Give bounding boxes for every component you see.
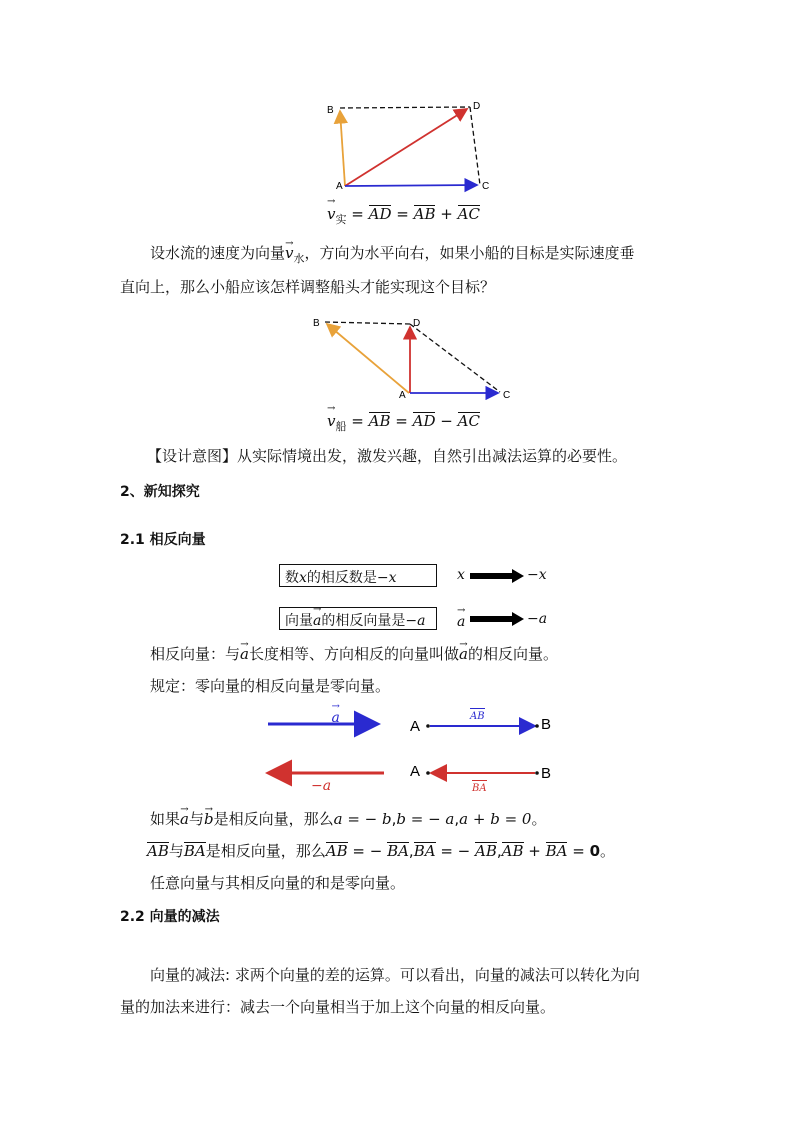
subtraction-definition-line2: 量的加法来进行：减去一个向量相当于加上这个向量的相反向量。 xyxy=(120,998,556,1016)
subtraction-definition-line1: 向量的减法: 求两个向量的差的运算。可以看出，向量的减法可以转化为向 xyxy=(150,966,640,984)
parallelogram-diagram-1 xyxy=(320,95,500,200)
box2-left-label: → a xyxy=(457,614,465,630)
label-B-bottom: B xyxy=(541,765,552,782)
vector-AD xyxy=(345,109,467,186)
section-heading-2: 2、新知探究 xyxy=(120,484,200,500)
point-label-B: B xyxy=(327,105,334,116)
dashed-segment-DC xyxy=(470,107,480,185)
formula-v-real: → $v_实$ = AD = AB + AC xyxy=(327,205,480,227)
dashed-segment-DC xyxy=(410,324,500,392)
label-B-top: B xyxy=(541,716,552,733)
point-label-D: D xyxy=(473,101,481,112)
point-B-bottom xyxy=(535,771,539,775)
label-A-bottom: A xyxy=(410,763,421,780)
point-B-top xyxy=(535,724,539,728)
design-intent: 【设计意图】从实际情境出发，激发兴趣，自然引出减法运算的必要性。 xyxy=(147,447,628,465)
opposite-vector-definition: 相反向量：与→ a长度相等、方向相反的向量叫做→ a的相反向量。 xyxy=(150,643,558,665)
label-A-top: A xyxy=(410,718,421,735)
formula-v-boat: → $v_船$ = AB = AD − AC xyxy=(327,412,480,434)
point-label-C: C xyxy=(482,181,490,192)
vector-AB xyxy=(340,111,345,186)
opposite-number-box: 数x的相反数是−x xyxy=(279,564,437,587)
box1-left-label: x xyxy=(457,567,465,583)
vector-AB xyxy=(327,324,409,393)
thick-arrow-1 xyxy=(470,569,525,583)
paragraph-water-speed-line2: 直向上，那么小船应该怎样调整船头才能实现这个目标？ xyxy=(120,278,496,296)
section-heading-2-2: 2.2 向量的减法 xyxy=(120,909,220,925)
label-vector-BA: BA xyxy=(472,780,487,796)
parallelogram-diagram-2 xyxy=(305,312,520,407)
zero-sum-statement: 任意向量与其相反向量的和是零向量。 xyxy=(150,874,406,892)
point-label-D: D xyxy=(413,318,421,329)
vector-AC xyxy=(345,185,477,186)
dashed-segment-BD xyxy=(340,107,470,108)
thick-arrow-2 xyxy=(470,612,525,626)
opposite-vectors-diagram xyxy=(260,700,560,800)
box1-right-label: −x xyxy=(527,567,547,583)
zero-vector-rule: 规定：零向量的相反向量是零向量。 xyxy=(150,677,391,695)
label-vector-AB: AB xyxy=(470,708,485,724)
label-vector-neg-a: −a xyxy=(311,778,332,794)
section-heading-2-1: 2.1 相反向量 xyxy=(120,532,206,548)
point-A-bottom xyxy=(426,771,430,775)
paragraph-water-speed-line1: 设水流的速度为向量→ $v_水$，方向为水平向右，如果小船的目标是实际速度垂 xyxy=(150,242,635,270)
point-label-A: A xyxy=(399,390,406,401)
opposite-vector-box: 向量→ a的相反向量是−a xyxy=(279,607,437,630)
opposite-AB-BA-statement: AB与BA是相反向量，那么AB = − BA,BA = − AB,AB + BA = 0。 xyxy=(147,842,616,860)
point-A-top xyxy=(426,724,430,728)
opposite-a-b-statement: 如果→ a与→ b是相反向量，那么a = − b,b = − a,a + b = 0。 xyxy=(150,808,547,830)
label-vector-a: → a xyxy=(331,710,339,726)
dashed-segment-BD xyxy=(325,322,410,324)
point-label-A: A xyxy=(336,181,343,192)
point-label-C: C xyxy=(503,390,511,401)
box2-right-label: −a xyxy=(527,611,548,627)
point-label-B: B xyxy=(313,318,320,329)
